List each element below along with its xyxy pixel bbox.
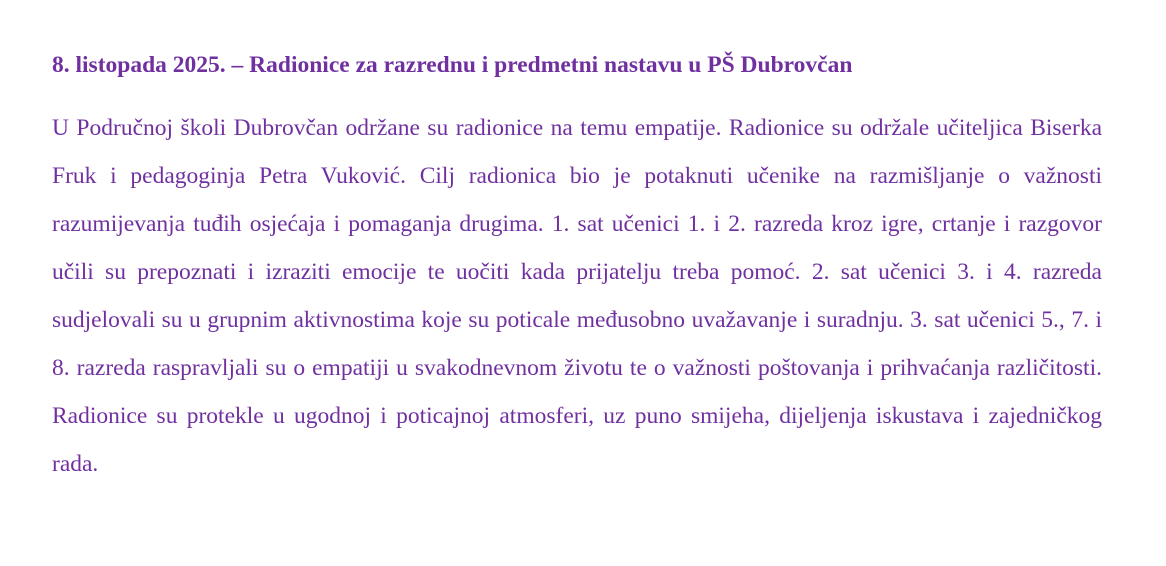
document-page — [52, 46, 1102, 488]
article-title: 8. listopada 2025. – Radionice za razrednu i predmetni nastavu u PŠ Dubrovčan — [52, 52, 853, 78]
article-body: U Područnoj školi Dubrovčan održane su radionice na temu empatije. Radionice su održale učiteljica Biserka Fruk i pedagoginja Petra Vuković. Cilj radionica bio je potaknuti učenike na razmišljanje o važnosti razumijevanja tuđih osjećaja i pomaganja drugima. 1. sat učenici 1. i 2. razreda kroz igre, crtanje i razgovor učili su prepoznati i izraziti emocije te uočiti kada prijatelju treba pomoć. 2. sat učenici 3. i 4. razreda sudjelovali su u grupnim aktivnostima koje su poticale međusobno uvažavanje i suradnju. 3. sat učenici 5., 7. i 8. razreda raspravljali su o empatiji u svakodnevnom životu te o važnosti poštovanja i prihvaćanja različitosti. Radionice su protekle u ugodnoj i poticajnoj atmosferi, uz puno smijeha, dijeljenja iskustava i zajedničkog rada. — [52, 115, 1102, 477]
